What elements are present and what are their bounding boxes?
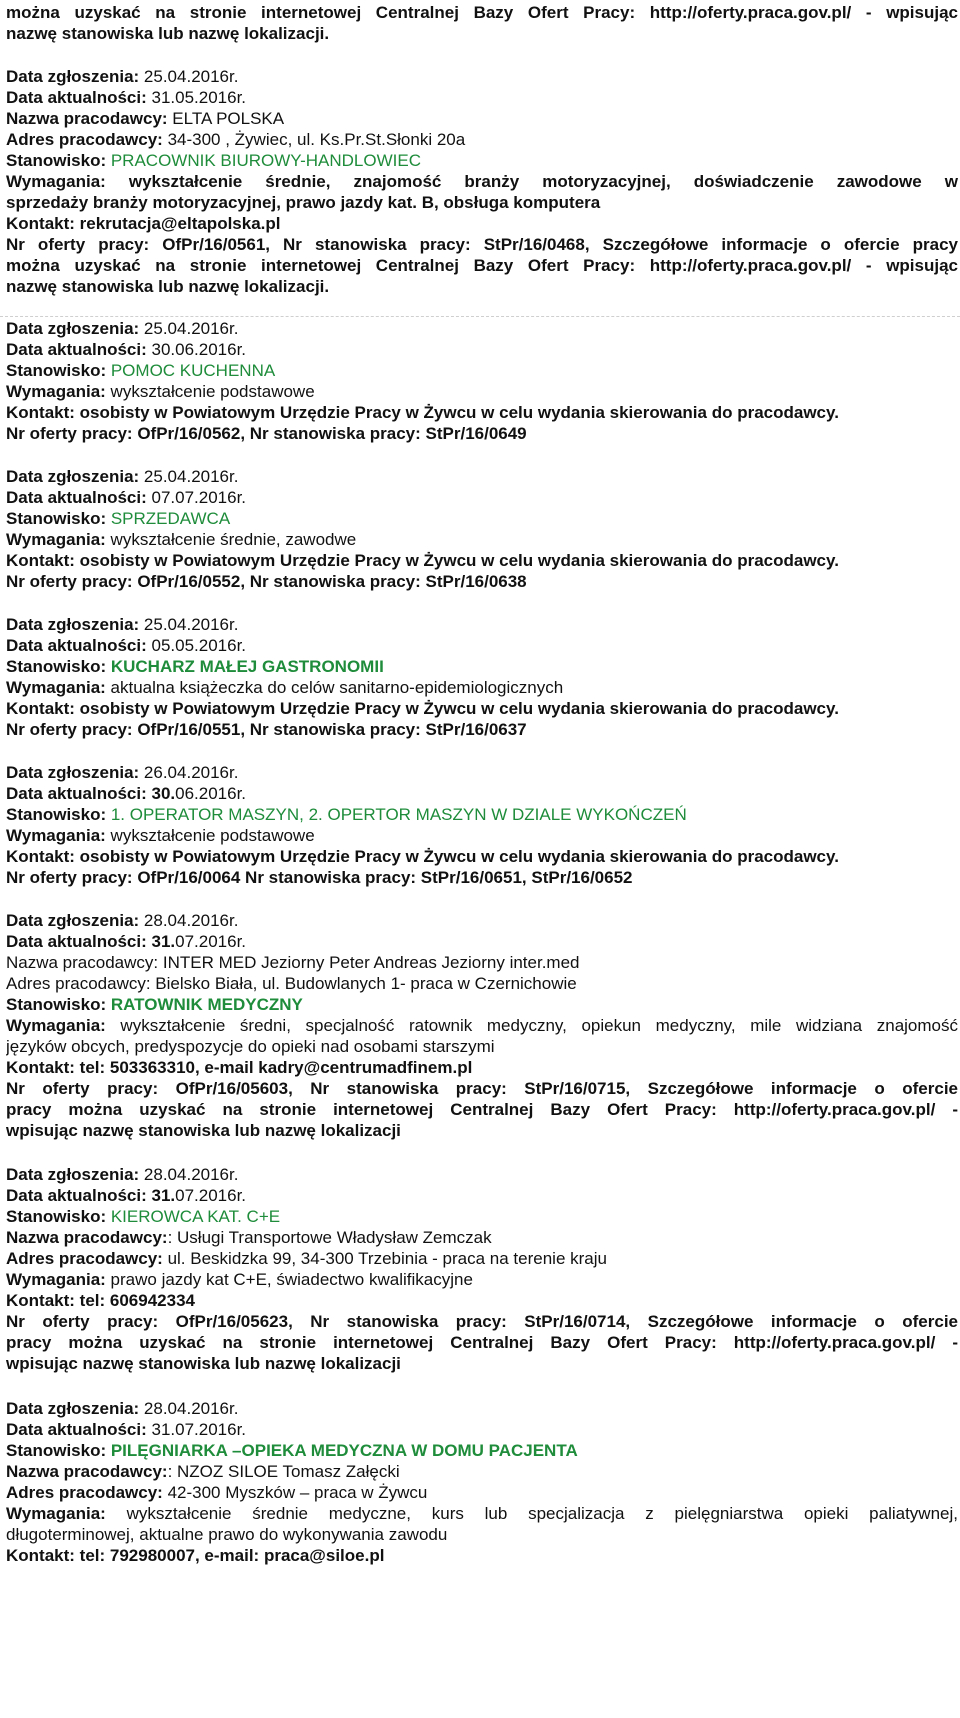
wymagania: Wymagania: aktualna książeczka do celów sanitarno-epidemiologicznych — [6, 678, 564, 697]
nr-oferty-cont: można uzyskać na stronie internetowej Centralnej Bazy Ofert Pracy: http://oferty.praca.gov.pl/ - wpisując — [6, 256, 958, 275]
nazwa-pracodawcy: Nazwa pracodawcy: INTER MED Jeziorny Peter Andreas Jeziorny inter.med — [6, 953, 580, 972]
intro-line: nazwę stanowiska lub nazwę lokalizacji. — [6, 24, 330, 43]
stanowisko: Stanowisko: RATOWNIK MEDYCZNY — [6, 995, 303, 1014]
kontakt: Kontakt: osobisty w Powiatowym Urzędzie Pracy w Żywcu w celu wydania skierowania do pracodawcy. — [6, 699, 839, 718]
kontakt: Kontakt: tel: 503363310, e-mail kadry@centrumadfinem.pl — [6, 1058, 473, 1077]
separator — [0, 316, 960, 317]
stanowisko: Stanowisko: 1. OPERATOR MASZYN, 2. OPERTOR MASZYN W DZIALE WYKOŃCZEŃ — [6, 805, 687, 824]
nr-oferty-cont: pracy można uzyskać na stronie internetowej Centralnej Bazy Ofert Pracy: http://oferty.praca.gov.pl/ - — [6, 1333, 958, 1352]
nr-oferty: Nr oferty pracy: OfPr/16/0064 Nr stanowiska pracy: StPr/16/0651, StPr/16/0652 — [6, 868, 633, 887]
wymagania: Wymagania: wykształcenie podstawowe — [6, 826, 315, 845]
wymagania: Wymagania: wykształcenie średnie, zawodwe — [6, 530, 357, 549]
nr-oferty: Nr oferty pracy: OfPr/16/0562, Nr stanowiska pracy: StPr/16/0649 — [6, 424, 527, 443]
data-aktualnosci: Data aktualności: 31.07.2016r. — [6, 1186, 247, 1205]
data-zgloszenia: Data zgłoszenia: 28.04.2016r. — [6, 911, 239, 930]
data-aktualnosci: Data aktualności: 30.06.2016r. — [6, 340, 247, 359]
adres-pracodawcy: Adres pracodawcy: 34-300 , Żywiec, ul. Ks.Pr.St.Słonki 20a — [6, 130, 466, 149]
kontakt: Kontakt: osobisty w Powiatowym Urzędzie Pracy w Żywcu w celu wydania skierowania do pracodawcy. — [6, 847, 839, 866]
wymagania: Wymagania: wykształcenie średnie, znajomość branży motoryzacyjnej, doświadczenie zawodowe w — [6, 172, 958, 191]
stanowisko: Stanowisko: KUCHARZ MAŁEJ GASTRONOMII — [6, 657, 384, 676]
kontakt: Kontakt: tel: 606942334 — [6, 1291, 195, 1310]
kontakt: Kontakt: osobisty w Powiatowym Urzędzie Pracy w Żywcu w celu wydania skierowania do pracodawcy. — [6, 551, 839, 570]
kontakt: Kontakt: rekrutacja@eltapolska.pl — [6, 214, 281, 233]
nr-oferty: Nr oferty pracy: OfPr/16/0551, Nr stanowiska pracy: StPr/16/0637 — [6, 720, 527, 739]
data-zgloszenia: Data zgłoszenia: 28.04.2016r. — [6, 1165, 239, 1184]
nr-oferty-cont: wpisując nazwę stanowiska lub nazwę lokalizacji — [6, 1354, 401, 1373]
nr-oferty: Nr oferty pracy: OfPr/16/0552, Nr stanowiska pracy: StPr/16/0638 — [6, 572, 527, 591]
data-aktualnosci: Data aktualności: 31.07.2016r. — [6, 932, 247, 951]
wymagania-cont: długoterminowej, aktualne prawo do wykonywania zawodu — [6, 1525, 448, 1544]
data-zgloszenia: Data zgłoszenia: 25.04.2016r. — [6, 319, 239, 338]
stanowisko: Stanowisko: PILĘGNIARKA –OPIEKA MEDYCZNA W DOMU PACJENTA — [6, 1441, 578, 1460]
nr-oferty-cont: nazwę stanowiska lub nazwę lokalizacji. — [6, 277, 330, 296]
wymagania: Wymagania: wykształcenie średni, specjalność ratownik medyczny, opiekun medyczny, mile widziana znajomość — [6, 1016, 958, 1035]
data-zgloszenia: Data zgłoszenia: 28.04.2016r. — [6, 1399, 239, 1418]
stanowisko: Stanowisko: PRACOWNIK BIUROWY-HANDLOWIEC — [6, 151, 421, 170]
kontakt: Kontakt: osobisty w Powiatowym Urzędzie Pracy w Żywcu w celu wydania skierowania do pracodawcy. — [6, 403, 839, 422]
stanowisko: Stanowisko: SPRZEDAWCA — [6, 509, 231, 528]
adres-pracodawcy: Adres pracodawcy: Bielsko Biała, ul. Budowlanych 1- praca w Czernichowie — [6, 974, 577, 993]
data-aktualnosci: Data aktualności: 07.07.2016r. — [6, 488, 247, 507]
adres-pracodawcy: Adres pracodawcy: 42-300 Myszków – praca w Żywcu — [6, 1483, 428, 1502]
wymagania: Wymagania: prawo jazdy kat C+E, świadectwo kwalifikacyjne — [6, 1270, 473, 1289]
data-aktualnosci: Data aktualności: 31.05.2016r. — [6, 88, 247, 107]
nr-oferty: Nr oferty pracy: OfPr/16/0561, Nr stanowiska pracy: StPr/16/0468, Szczegółowe informacje o ofercie pracy — [6, 235, 958, 254]
nr-oferty-cont: wpisując nazwę stanowiska lub nazwę lokalizacji — [6, 1121, 401, 1140]
data-zgloszenia: Data zgłoszenia: 25.04.2016r. — [6, 467, 239, 486]
nazwa-pracodawcy: Nazwa pracodawcy: ELTA POLSKA — [6, 109, 285, 128]
data-zgloszenia: Data zgłoszenia: 26.04.2016r. — [6, 763, 239, 782]
data-zgloszenia: Data zgłoszenia: 25.04.2016r. — [6, 67, 239, 86]
data-zgloszenia: Data zgłoszenia: 25.04.2016r. — [6, 615, 239, 634]
data-aktualnosci: Data aktualności: 05.05.2016r. — [6, 636, 247, 655]
wymagania-cont: sprzedaży branży motoryzacyjnej, prawo jazdy kat. B, obsługa komputera — [6, 193, 601, 212]
wymagania-cont: języków obcych, predyspozycje do opieki nad osobami starszymi — [6, 1037, 495, 1056]
stanowisko: Stanowisko: KIEROWCA KAT. C+E — [6, 1207, 281, 1226]
nr-oferty-cont: pracy można uzyskać na stronie internetowej Centralnej Bazy Ofert Pracy: http://oferty.praca.gov.pl/ - — [6, 1100, 958, 1119]
nr-oferty: Nr oferty pracy: OfPr/16/05603, Nr stanowiska pracy: StPr/16/0715, Szczegółowe informacje o ofercie — [6, 1079, 958, 1098]
adres-pracodawcy: Adres pracodawcy: ul. Beskidzka 99, 34-300 Trzebinia - praca na terenie kraju — [6, 1249, 607, 1268]
kontakt: Kontakt: tel: 792980007, e-mail: praca@siloe.pl — [6, 1546, 385, 1565]
stanowisko: Stanowisko: POMOC KUCHENNA — [6, 361, 276, 380]
data-aktualnosci: Data aktualności: 31.07.2016r. — [6, 1420, 247, 1439]
nazwa-pracodawcy: Nazwa pracodawcy:: Usługi Transportowe Władysław Zemczak — [6, 1228, 492, 1247]
data-aktualnosci: Data aktualności: 30.06.2016r. — [6, 784, 247, 803]
wymagania: Wymagania: wykształcenie podstawowe — [6, 382, 315, 401]
nazwa-pracodawcy: Nazwa pracodawcy:: NZOZ SILOE Tomasz Załęcki — [6, 1462, 400, 1481]
nr-oferty: Nr oferty pracy: OfPr/16/05623, Nr stanowiska pracy: StPr/16/0714, Szczegółowe informacje o ofercie — [6, 1312, 958, 1331]
wymagania: Wymagania: wykształcenie średnie medyczne, kurs lub specjalizacja z pielęgniarstwa opieki paliatywnej, — [6, 1504, 958, 1523]
intro-line: można uzyskać na stronie internetowej Centralnej Bazy Ofert Pracy: http://oferty.praca.gov.pl/ - wpisując — [6, 3, 958, 22]
